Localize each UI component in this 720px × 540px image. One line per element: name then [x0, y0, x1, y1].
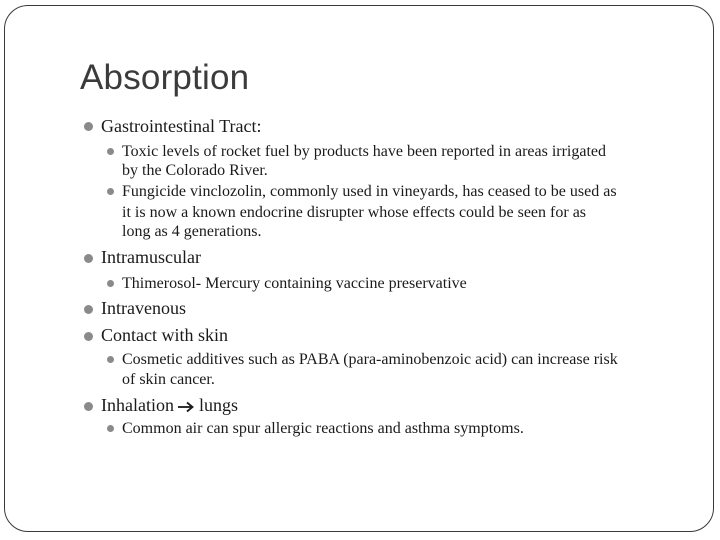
- sub-bullet-rocket-fuel-line1: Toxic levels of rocket fuel by products have been reported in areas irrigated: [122, 143, 607, 160]
- bullet-inhalation: [101, 395, 238, 415]
- sub-bullet-vinclozolin-line2: it is now a known endocrine disrupter whose effects could be seen for as: [122, 204, 587, 221]
- bullet-intramuscular: Intramuscular: [101, 247, 201, 267]
- bullet-icon: [84, 122, 93, 131]
- sub-bullet-rocket-fuel-line2: by the Colorado River.: [122, 162, 268, 179]
- bullet-icon: [84, 254, 93, 263]
- sub-bullet-common-air: Common air can spur allergic reactions and asthma symptoms.: [122, 420, 524, 437]
- bullet-icon: [84, 402, 93, 411]
- bullet-icon: [107, 425, 114, 432]
- sub-bullet-thimerosol: Thimerosol- Mercury containing vaccine preservative: [122, 275, 467, 292]
- sub-bullet-paba-line2: of skin cancer.: [122, 371, 215, 388]
- sub-bullet-paba-line1: Cosmetic additives such as PABA (para-aminobenzoic acid) can increase risk: [122, 351, 618, 368]
- bullet-gastrointestinal: Gastrointestinal Tract:: [101, 116, 262, 136]
- bullet-icon: [107, 188, 114, 195]
- bullet-icon: [107, 356, 114, 363]
- bullet-icon: [84, 305, 93, 314]
- lungs-label: lungs: [198, 395, 238, 415]
- inhalation-label: Inhalation: [101, 395, 174, 415]
- slide-title: Absorption: [80, 58, 250, 97]
- bullet-icon: [84, 332, 93, 341]
- bullet-intravenous: Intravenous: [101, 298, 186, 318]
- right-arrow-icon: [177, 401, 195, 413]
- sub-bullet-vinclozolin-line3: long as 4 generations.: [122, 223, 262, 240]
- sub-bullet-vinclozolin-line1: Fungicide vinclozolin, commonly used in vineyards, has ceased to be used as: [122, 183, 617, 200]
- bullet-icon: [107, 280, 114, 287]
- bullet-icon: [107, 148, 114, 155]
- bullet-contact-with-skin: Contact with skin: [101, 325, 228, 345]
